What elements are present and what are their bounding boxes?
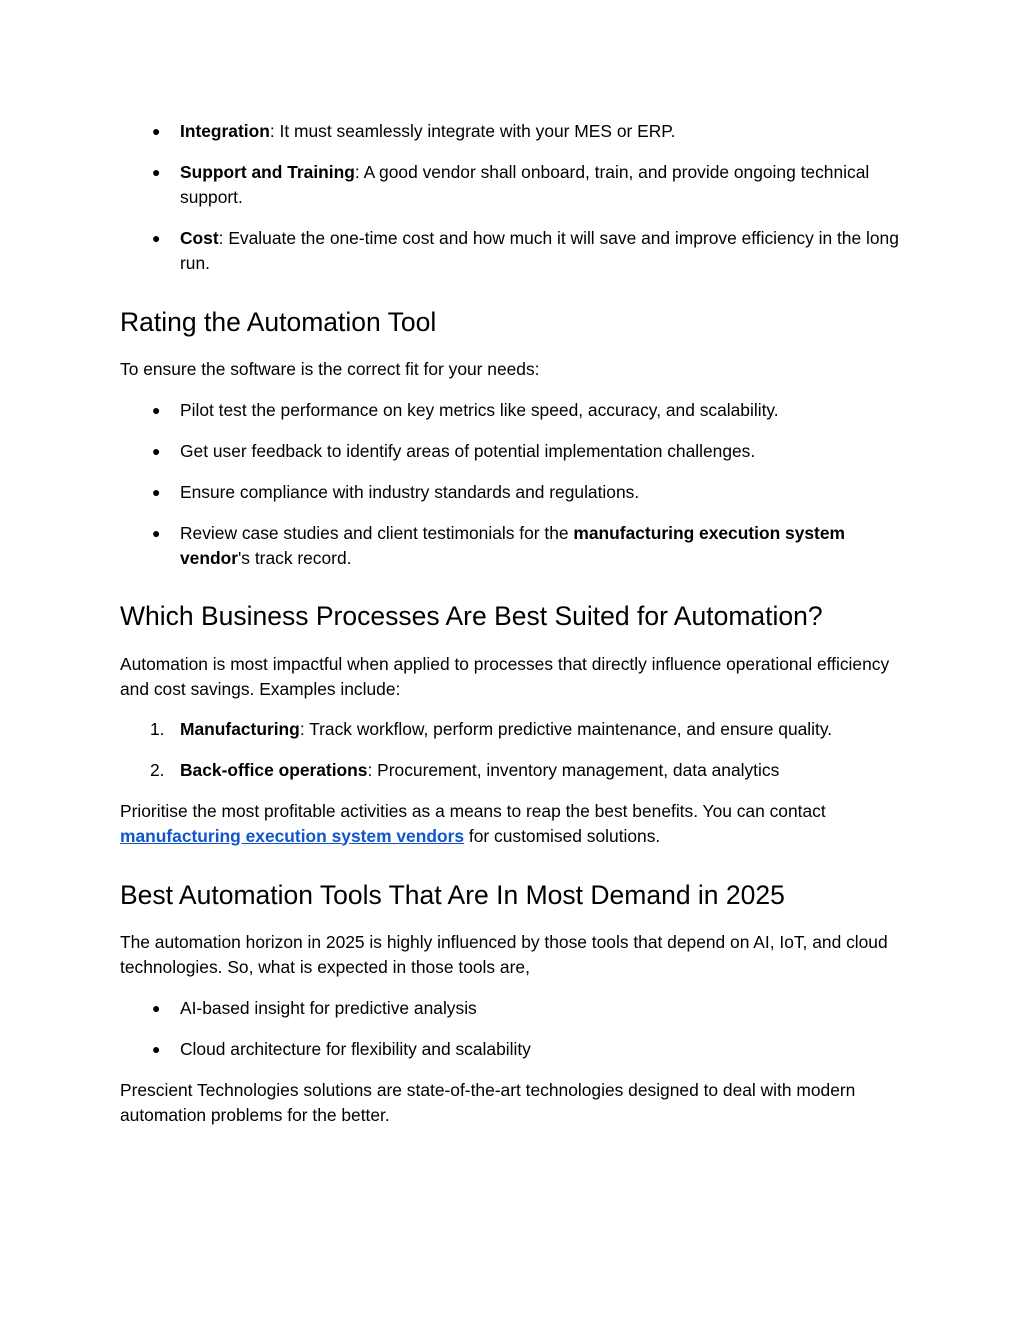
list-item-text [180,521,910,570]
list-item-text [180,717,910,742]
section-intro: Automation is most impactful when applied to processes that directly influence operational efficiency and cost savings. Examples include: [120,654,890,699]
bullet-marker: ● [152,525,161,541]
bullet-marker: ● [152,1000,161,1016]
list-item-text: Ensure compliance with industry standards and regulations. [180,482,640,502]
list-item-description: 's track record. [237,547,352,568]
list-item-text: AI-based insight for predictive analysis [180,998,477,1018]
list-item-term: Cost [180,228,219,248]
list-item-description: : A good vendor shall onboard, train, and provide ongoing technical support. [180,162,870,207]
list-item-text [180,160,910,209]
bullet-marker: ● [152,402,161,418]
outro-text: Prioritise the most profitable activities as a means to reap the best benefits. You can contact [120,801,826,821]
section-outro [120,799,910,848]
list-item-term: Manufacturing [180,719,300,739]
list-item-text [180,758,910,783]
section-intro: The automation horizon in 2025 is highly influenced by those tools that depend on AI, IoT, and cloud technologies. So, what is expected in those tools are, [120,932,888,977]
list-item-description: : Evaluate the one-time cost and how much it will save and improve efficiency in the long run. [180,228,899,273]
bullet-marker: ● [152,1041,161,1057]
bullet-marker: ● [152,230,161,246]
list-item-text [180,119,910,144]
list-item-term: Integration [180,121,270,141]
bullet-marker: ● [152,443,161,459]
list-item-description: : It must seamlessly integrate with your MES or ERP. [269,121,676,141]
section-heading-tools: Best Automation Tools That Are In Most Demand in 2025 [120,880,785,910]
section-heading-processes: Which Business Processes Are Best Suited for Automation? [120,601,823,631]
section-heading-rating: Rating the Automation Tool [120,307,437,337]
list-item-text: Get user feedback to identify areas of potential implementation challenges. [180,441,756,461]
list-item-text: Cloud architecture for flexibility and scalability [180,1039,531,1059]
outro-text: for customised solutions. [464,825,661,846]
list-item-term: Back-office operations [180,760,368,780]
number-marker: 1. [150,719,165,739]
bullet-marker: ● [152,164,161,180]
section-outro: Prescient Technologies solutions are state-of-the-art technologies designed to deal with modern automation problems for the better. [120,1080,856,1125]
list-item-term: Support and Training [180,162,355,182]
section-intro: To ensure the software is the correct fit for your needs: [120,359,540,379]
bullet-marker: ● [152,484,161,500]
vendors-link[interactable]: manufacturing execution system vendors [120,825,465,846]
number-marker: 2. [150,760,165,780]
list-item-description: : Procurement, inventory management, data analytics [367,760,780,780]
list-item-description: Review case studies and client testimonials for the [180,523,574,543]
list-item-term: manufacturing execution system vendor [180,523,845,568]
list-item-text [180,226,910,275]
list-item-description: : Track workflow, perform predictive maintenance, and ensure quality. [299,719,833,739]
list-item-text: Pilot test the performance on key metrics like speed, accuracy, and scalability. [180,400,779,420]
bullet-marker: ● [152,123,161,139]
